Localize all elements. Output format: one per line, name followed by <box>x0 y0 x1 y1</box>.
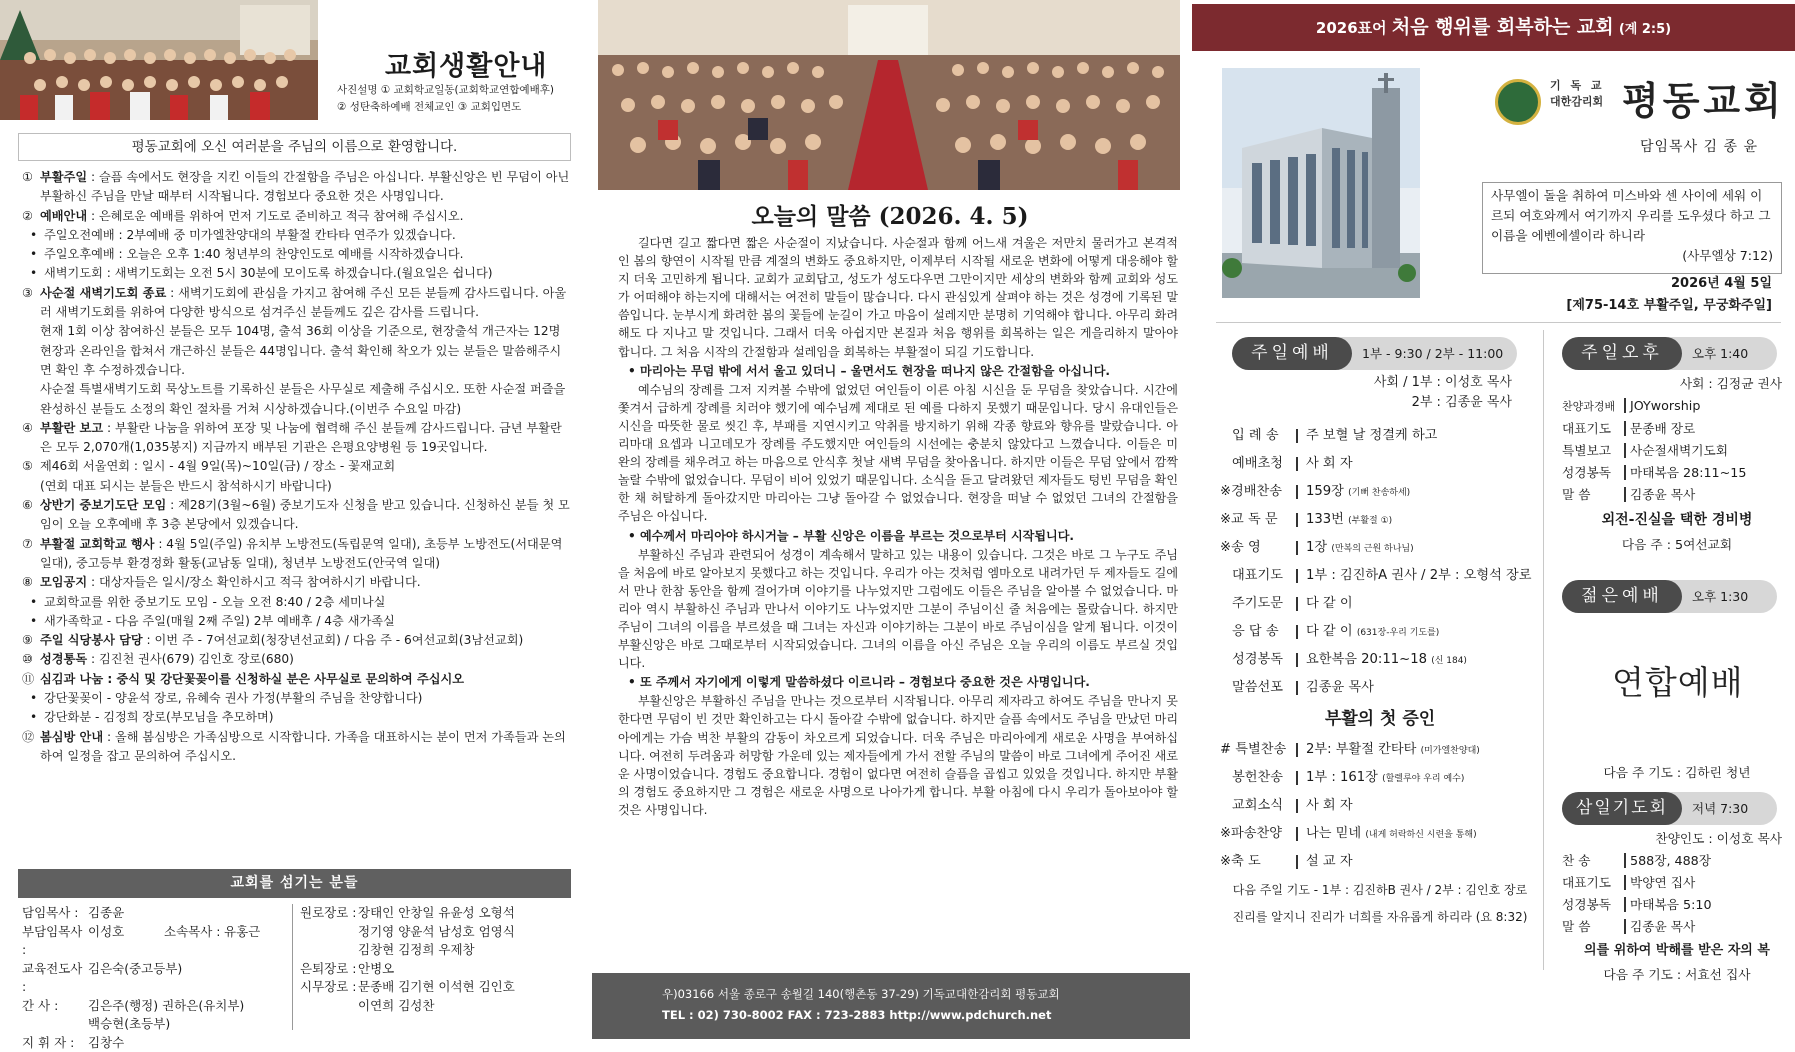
order-item: 말 씀 김종윤 목사 <box>1562 484 1792 506</box>
order-item: ※교 독 문 133번 (부활절 ①) <box>1220 506 1540 534</box>
worship-order <box>1220 422 1540 930</box>
order-item: 응 답 송 다 같 이 (631장-우리 기도를) <box>1220 618 1540 646</box>
photo-caption <box>337 82 587 116</box>
staff-row: 시무장로 : 문종배 김기현 이석현 김인호 <box>300 978 580 997</box>
notice-item: ⑪ 심김과 나눔 : 중식 및 강단꽃꽂이를 신청하실 분은 사무실로 문의하여 주십시오 <box>22 670 572 689</box>
notice-item: ③ 사순절 새벽기도회 종료 : 새벽기도회에 관심을 가지고 참여해 주신 모든 분들께 감사드립니다. 아울러 새벽기도회를 위하여 다양한 방식으로 섬겨주신 분들께도 깊은 감사를 드립니다. <box>22 284 572 323</box>
main-worship-header: 주일예배 1부 - 9:30 / 2부 - 11:00 <box>1232 337 1517 370</box>
divider <box>1543 330 1544 970</box>
church-name: 평동교회 <box>1622 70 1785 125</box>
staff-row: 간 사 : 김은주(행정) 권하은(유치부) <box>22 997 292 1016</box>
notice-paragraph: 현재 1회 이상 참여하신 분들은 모두 104명, 출석 36회 이상을 기준으로, 현장출석 개근자는 12명 현장과 온라인을 합쳐서 개근하신 분들은 44명입니다. 출석 확인해 착오가 있는 분들은 말씀해주시면 확인 후 수정하겠습니다. <box>22 322 572 380</box>
footer-contact <box>592 973 1190 1039</box>
order-item: 말씀선포 김종윤 목사 <box>1220 674 1540 702</box>
footer-address: 우)03166 서울 종로구 송월길 140(행촌동 37-29) 기독교대한감리회 평동교회 <box>592 984 1190 1005</box>
footer-phone: TEL : 02) 730-8002 FAX : 723-2883 http://www.pdchurch.net <box>592 1005 1190 1026</box>
order-item: 대표기도 박양연 집사 <box>1562 872 1792 894</box>
verse-text: 사무엘이 돌을 취하여 미스바와 센 사이에 세워 이르되 여호와께서 여기까지 우리를 도우셨다 하고 그 이름을 에벤에셀이라 하니라 <box>1491 186 1773 246</box>
afternoon-worship-order: 사회 : 김정균 권사 찬양과경배 JOYworship 대표기도 문종배 장로 특별보고 사순절새벽기도회 성경봉독 마태복음 28:11~15 말 씀 김종윤 목사 외전-진실을 택한 경비병 다음 주 : 5여선교회 <box>1562 373 1792 556</box>
staff-row: 은퇴장로 : 안병오 <box>300 960 580 979</box>
order-item: 성경봉독 마태복음 28:11~15 <box>1562 462 1792 484</box>
order-item: 찬 송 588장, 488장 <box>1562 850 1792 872</box>
bulletin-date: 2026년 4월 5일 [제75-14호 부활주일, 무궁화주일] <box>1566 273 1772 317</box>
afternoon-next: 다음 주 : 5여선교회 <box>1562 534 1792 556</box>
order-item: ※파송찬양 나는 믿네 (내게 허락하신 시련을 통해) <box>1220 820 1540 848</box>
staff-row: 교육전도사 : 김은숙(중고등부) <box>22 960 292 997</box>
caption-line: 사진설명 ① 교회학교일동(교회학교연합예배후) <box>337 82 587 99</box>
church-building-image <box>1222 68 1420 298</box>
theme-banner: 2026표어 처음 행위를 회복하는 교회 (계 2:5) <box>1192 4 1795 51</box>
pastor-name: 담임목사 김 종 윤 <box>1640 136 1758 156</box>
notice-heading: 예배안내 <box>40 209 87 223</box>
notice-paragraph: 사순절 특별새벽기도회 묵상노트를 기록하신 분들은 사무실로 제출해 주십시오. 또한 사순절 퍼즐을 완성하신 분들도 소정의 확인 절차를 거쳐 시상하겠습니다.(이번주 수요일 마감) <box>22 380 572 419</box>
order-item: # 특별찬송 2부: 부활절 칸타타 (미가엘찬양대) <box>1220 736 1540 764</box>
notice-sub-item: • 새가족학교 - 다음 주일(매월 2째 주일) 2부 예배후 / 4층 새가족실 <box>22 612 572 631</box>
sermon-point: • 또 주께서 자기에게 이렇게 말씀하셨다 이르니라 – 경험보다 중요한 것은 사명입니다. <box>618 673 1178 691</box>
photo-congregation <box>598 0 1180 190</box>
notice-number: ① <box>22 168 40 207</box>
order-item: 입 례 송 주 보혈 날 정결케 하고 <box>1220 422 1540 450</box>
center-panel <box>590 0 1190 1039</box>
staff-row: 백승현(초등부) <box>22 1015 292 1034</box>
notice-item <box>22 207 572 226</box>
sermon-point: • 예수께서 마리아야 하시거늘 – 부활 신앙은 이름을 부르는 것으로부터 시작됩니다. <box>618 527 1178 545</box>
notice-text: : 슬픔 속에서도 현장을 지킨 이들의 간절함을 주님은 아십니다. 부활신앙은 빈 무덤이 아닌 부활하신 주님을 만날 때부터 시작됩니다. 경험보다 중요한 것은 사명입니다. <box>40 170 569 203</box>
notice-sub-item: • 강단꽃꽂이 - 양윤석 장로, 유혜숙 권사 가정(부활의 주님을 찬양합니다) <box>22 689 572 708</box>
staff-row: 김창현 김정희 우제창 <box>300 941 580 960</box>
closing-verse: 진리를 알지니 진리가 너희를 자유롭게 하리라 (요 8:32) <box>1220 904 1540 930</box>
next-week-prayer: 다음 주일 기도 - 1부 : 김진하B 권사 / 2부 : 김인호 장로 <box>1220 876 1540 904</box>
order-item: 찬양과경배 JOYworship <box>1562 395 1792 418</box>
divider <box>1216 322 1781 323</box>
notice-heading: 부활주일 <box>40 170 87 184</box>
notice-item: ⑦ 부활절 교회학교 행사 : 4월 5일(주일) 유치부 노방전도(독립문역 일대), 초등부 노방전도(서대문역 일대), 중고등부 환경정화 활동(교남동 일대), 청년부 노방전도(안국역 일대) <box>22 535 572 574</box>
order-item: 특별보고 사순절새벽기도회 <box>1562 440 1792 462</box>
youth-worship-header: 젊은예배 오후 1:30 <box>1562 580 1777 613</box>
sermon-name: 부활의 첫 증인 <box>1220 704 1540 734</box>
church-seal-icon <box>1495 79 1541 125</box>
order-item: ※축 도 설 교 자 <box>1220 848 1540 876</box>
denomination: 기 독 교 대한감리회 <box>1550 78 1605 110</box>
photo-sunday-school <box>0 0 318 120</box>
order-item: 성경봉독 요한복음 20:11~18 (신 184) <box>1220 646 1540 674</box>
afternoon-worship-header: 주일오후 오후 1:40 <box>1562 337 1777 370</box>
notice-item <box>22 168 572 207</box>
notice-item: ⑥ 상반기 중보기도단 모임 : 제28기(3월~6월) 중보기도자 신청을 받고 있습니다. 신청하신 분들 첫 모임이 오늘 오후예배 후 3층 본당에서 있겠습니다. <box>22 496 572 535</box>
staff-row: 지 휘 자 : 김창수 <box>22 1034 292 1052</box>
sermon-paragraph: 길다면 길고 짧다면 짧은 사순절이 지났습니다. 사순절과 함께 어느새 겨울은 저만치 물러가고 본격적인 봄의 향연이 시작될 만큼 계절의 변화도 중요하지만, 이제부터 시작될 새로운 변화에 어떻게 대응해야 할 지 더욱 고민하게 됩니다. 교회가 교회답고, 성도가 성도다우면 그만이지만 세상의 변화와 함께 교회와 성도가 어떠해야 하는지에 대해서는 여전히 말들이 많습니다. 다시 관심있게 살펴야 하는 것은 성경에 기록된 말씀입니다. 눈부시게 화려한 봄의 꽃들에 눈길이 가고 마음이 설레지만 분명히 기억해야 합니다. 아무리 화려해도 다 지나고 말 것입니다. 그래서 더욱 아쉽지만 본질과 처음 행위를 회복하는 일은 게을리하지 말아야 합니다. 그 처음 시작의 간절함과 설레임을 회복하는 부활절이 되길 기도합니다. <box>618 234 1178 361</box>
union-worship-label: 연합예배 <box>1612 657 1744 704</box>
sermon-text <box>618 234 1178 819</box>
wednesday-prayer-header: 삼일기도회 저녁 7:30 <box>1562 792 1777 825</box>
notice-sub-item: • 교회학교를 위한 중보기도 모임 - 오늘 오전 8:40 / 2층 세미나실 <box>22 593 572 612</box>
sermon-paragraph: 부활하신 주님과 관련되어 성경이 계속해서 말하고 있는 내용이 있습니다. 그것은 바로 그 누구도 주님을 처음에 바로 알아보지 못했다고 하는 것입니다. 우리가 아는 것처럼 엠마오로 내려가던 두 제자들도 길에서 만나 한참 동안을 함께 걸어가며 이야기를 나누었지만 그럼에도 이들은 주님을 알아볼 수 없었습니다. 마리아 역시 부활하신 주님과 만나서 이야기도 나누었지만 그분이 주님이신 줄 처음에는 몰랐습니다. 하지만 주님이 그녀의 이름을 부르셨을 때 그녀는 자신과 이야기하는 그분이 바로 주님이심을 알게 됩니다. 이것이 부활신앙은 바로 그때로부터 시작되었습니다. 그녀의 이름을 아신 주님은 오늘 우리의 이름도 부르실 것입니다. <box>618 546 1178 673</box>
notice-item: ⑤ 제46회 서울연회 : 일시 - 4월 9일(목)~10일(금) / 장소 - 꽃재교회 <box>22 457 572 476</box>
order-item: 교회소식 사 회 자 <box>1220 792 1540 820</box>
notice-number: ② <box>22 207 40 226</box>
notice-sub-item: • 주일오후예배 : 오늘은 오후 1:40 청년부의 찬양인도로 예배를 시작하겠습니다. <box>22 245 572 264</box>
sermon-paragraph: 부활신앙은 부활하신 주님을 만나는 것으로부터 시작됩니다. 아무리 제자라고 하여도 주님을 만나지 못한다면 무덤이 빈 것만 확인하고는 다시 돌아갈 수밖에 없습니다. 하지만 슬픔 속에서도 주님을 만났던 마리아에게는 가슴 벅찬 부활의 감동이 차오르게 되었습니다. 더욱 주님은 마리아에게 새로운 사명을 부여하십니다. 여전히 두려움과 허망함 가운데 있는 제자들에게 가서 전할 주님의 말씀이 바로 그녀에게 주어진 새로운 사명이었습니다. 경험도 중요합니다. 경험이 없다면 여전히 슬픔을 곱씹고 있었을 것입니다. 하지만 부활의 경험도 중요하지만 그 경험은 새로운 사명으로 나아가게 합니다. 부활 아침에 다시 우리가 돌아보아야 할 것은 사명입니다. <box>618 692 1178 819</box>
staff-row: 부담임목사 : 이성호 소속목사 : 유홍근 <box>22 923 292 960</box>
staff-row: 이연희 김성찬 <box>300 997 580 1016</box>
staff-header: 교회를 섬기는 분들 <box>18 869 571 898</box>
caption-line: ② 성탄축하예배 전체교인 ③ 교회입면도 <box>337 99 587 116</box>
staff-row: 원로장로 : 장태인 안창일 유윤성 오형석 <box>300 904 580 923</box>
notice-sub-item: • 강단화분 - 김정희 장로(부모님을 추모하며) <box>22 708 572 727</box>
notice-item: ④ 부활란 보고 : 부활란 나눔을 위하여 포장 및 나눔에 협력해 주신 분들께 감사드립니다. 금년 부활란은 모두 2,070개(1,035봉지) 지금까지 배부된 기관은 은평요양병원 등 19곳입니다. <box>22 419 572 458</box>
order-item: 성경봉독 마태복음 5:10 <box>1562 894 1792 916</box>
verse-reference: (사무엘상 7:12) <box>1491 246 1773 266</box>
wednesday-next: 다음 주 기도 : 서효선 집사 <box>1562 964 1792 986</box>
order-item: 말 씀 김종윤 목사 <box>1562 916 1792 938</box>
order-item: 봉헌찬송 1부 : 161장 (할렐루야 우리 예수) <box>1220 764 1540 792</box>
notice-list: ① 부활주일 : 슬픔 속에서도 현장을 지킨 이들의 간절함을 주님은 아십니다. 부활신앙은 빈 무덤이 아닌 부활하신 주님을 만날 때부터 시작됩니다. 경험보다 중요한 것은 사명입니다. ② 예배안내 : 은혜로운 예배를 위하여 먼저 기도로 준비하고 적극 참여해 주십시오. • 주일오전예배 : 2부예배 중 미가엘찬양대의 부활절 칸타타 연주가 있겠습니다. • 주일오후예배 : 오늘은 오후 1:40 청년부의 찬양인도로 예배를 시작하겠습니다. • 새벽기도회 : 새벽기도회는 오전 5시 30분에 모이도록 하겠습니다.(월요일은 쉽니다) ③ 사순절 새벽기도회 종료 : 새벽기도회에 관심을 가지고 참여해 주신 모든 분들께 감사드립니다. 아울러 새벽기도회를 위하여 다양한 방식으로 섬겨주신 분들께도 깊은 감사를 드립니다. 현재 1회 이상 참여하신 분들은 모두 104명, 출석 36회 이상을 기준으로, 현장출석 개근자는 12명 현장과 온라인을 합쳐서 개근하신 분들은 44명입니다. 출석 확인해 착오가 있는 분들은 말씀해주시면 확인 후 수정하겠습니다. 사순절 특별새벽기도회 묵상노트를 기록하신 분들은 사무실로 제출해 주십시오. 또한 사순절 퍼즐을 완성하신 분들도 소정의 확인 절차를 거쳐 시상하겠습니다.(이번주 수요일 마감) ④ 부활란 보고 : 부활란 나눔을 위하여 포장 및 나눔에 협력해 주신 분들께 감사드립니다. 금년 부활란은 모두 2,070개(1,035봉지) 지금까지 배부된 기관은 은평요양병원 등 19곳입니다. ⑤ 제46회 서울연회 : 일시 - 4월 9일(목)~10일(금) / 장소 - 꽃재교회 (연회 대표 되시는 분들은 반드시 참석하시기 바랍니다) ⑥ 상반기 중보기도단 모임 : 제28기(3월~6월) 중보기도자 신청을 받고 있습니다. 신청하신 분들 첫 모임이 오늘 오후예배 후 3층 본당에서 있겠습니다. ⑦ 부활절 교회학교 행사 : 4월 5일(주일) 유치부 노방전도(독립문역 일대), 초등부 노방전도(서대문역 일대), 중고등부 환경정화 활동(교남동 일대), 청년부 노방전도(안국역 일대) ⑧ 모임공지 : 대상자들은 일시/장소 확인하시고 적극 참여하시기 바랍니다. • 교회학교를 위한 중보기도 모임 - 오늘 오전 8:40 / 2층 세미나실 • 새가족학교 - 다음 주일(매월 2째 주일) 2부 예배후 / 4층 새가족실 ⑨ 주일 식당봉사 담당 : 이번 주 - 7여선교회(청장년선교회) / 다음 주 - 6여선교회(3남선교회) ⑩ 성경통독 : 김진천 권사(679) 김인호 장로(680) ⑪ 심김과 나눔 : 중식 및 강단꽃꽂이를 신청하실 분은 사무실로 문의하여 주십시오 • 강단꽃꽂이 - 양윤석 장로, 유혜숙 권사 가정(부활의 주님을 찬양합니다) • 강단화분 - 김정희 장로(부모님을 추모하며) ⑫ 봄심방 안내 : 올해 봄심방은 가족심방으로 시작합니다. 가족을 대표하시는 분이 먼저 가족들과 논의하여 일정을 잡고 문의하여 주십시오. <box>22 168 572 766</box>
notice-sub-item: • 새벽기도회 : 새벽기도회는 오전 5시 30분에 모이도록 하겠습니다.(월요일은 쉽니다) <box>22 264 572 283</box>
sermon-paragraph: 예수님의 장례를 그저 지켜볼 수밖에 없었던 여인들이 이른 아침 시신을 둔 무덤을 찾았습니다. 시간에 쫓겨서 급하게 장례를 치러야 했기에 예수님께 제대로 된 예를 다하지 못했기 때문입니다. 당시 유대인들은 시신을 따뜻한 물로 씻긴 후, 부패를 지연시키고 악취를 방지하기 위해 각종 향료와 향유를 발랐습니다. 아리마대 요셉과 니고데모가 장례를 주도했지만 여인들의 시선에는 충분치 않았다고 느꼈습니다. 이들은 미완의 장례를 채우려고 하는 마음으로 안식후 첫날 새벽 무덤을 찾아옵니다. 하지만 이들은 무덤 앞에서 깜짝 놀랄 수밖에 없었습니다. 무덤이 비어 있었기 때문입니다. 소식을 듣고 달려왔던 제자들도 텅빈 무덤을 확인한 채 허탈하게 돌아갔지만 마리아는 그냥 돌아갈 수 없었습니다. 현장을 떠날 수 없었던 그녀의 간절함을 주님은 아십니다. <box>618 381 1178 526</box>
notice-item: ⑨ 주일 식당봉사 담당 : 이번 주 - 7여선교회(청장년선교회) / 다음 주 - 6여선교회(3남선교회) <box>22 631 572 650</box>
wednesday-sermon: 의를 위하여 박해를 받은 자의 복 <box>1562 938 1792 964</box>
order-item: ※송 영 1장 (만복의 근원 하나님) <box>1220 534 1540 562</box>
staff-row: 담임목사 : 김종윤 <box>22 904 292 923</box>
notice-text: : 은혜로운 예배를 위하여 먼저 기도로 준비하고 적극 참여해 주십시오. <box>87 209 463 223</box>
sermon-title: 오늘의 말씀 (2026. 4. 5) <box>590 198 1190 231</box>
notice-item: ⑩ 성경통독 : 김진천 권사(679) 김인호 장로(680) <box>22 650 572 669</box>
issue-number: [제75-14호 부활주일, 무궁화주일] <box>1566 295 1772 317</box>
order-item: ※경배찬송 159장 (기뻐 찬송하세) <box>1220 478 1540 506</box>
notice-sub-item: • 주일오전예배 : 2부예배 중 미가엘찬양대의 부활절 칸타타 연주가 있겠습니다. <box>22 226 572 245</box>
order-item: 예배초청 사 회 자 <box>1220 450 1540 478</box>
afternoon-sermon: 외전-진실을 택한 경비병 <box>1562 506 1792 534</box>
left-panel <box>0 0 590 1039</box>
sermon-point: • 마리아는 무덤 밖에 서서 울고 있더니 – 울면서도 현장을 떠나지 않은 간절함을 아십니다. <box>618 362 1178 380</box>
main-worship-leaders: 사회 / 1부 : 이성호 목사 2부 : 김종윤 목사 <box>1360 373 1512 413</box>
notice-item: ⑫ 봄심방 안내 : 올해 봄심방은 가족심방으로 시작합니다. 가족을 대표하시는 분이 먼저 가족들과 논의하여 일정을 잡고 문의하여 주십시오. <box>22 728 572 767</box>
wednesday-order: 찬양인도 : 이성호 목사 찬 송 588장, 488장 대표기도 박양연 집사 성경봉독 마태복음 5:10 말 씀 김종윤 목사 의를 위하여 박해를 받은 자의 복 다음 주 기도 : 서효선 집사 <box>1562 828 1792 986</box>
order-item: 대표기도 1부 : 김진하A 권사 / 2부 : 오형석 장로 <box>1220 562 1540 590</box>
order-item: 대표기도 문종배 장로 <box>1562 418 1792 440</box>
notice-item: ⑧ 모임공지 : 대상자들은 일시/장소 확인하시고 적극 참여하시기 바랍니다. <box>22 573 572 592</box>
youth-next: 다음 주 기도 : 김하린 청년 <box>1562 762 1792 784</box>
divider <box>292 904 293 1030</box>
staff-row: 정기영 양윤석 남성호 엄영식 <box>300 923 580 942</box>
page-title: 교회생활안내 <box>385 44 548 83</box>
welcome-box: 평동교회에 오신 여러분을 주님의 이름으로 환영합니다. <box>18 133 571 161</box>
order-item: 주기도문 다 같 이 <box>1220 590 1540 618</box>
verse-box <box>1482 182 1782 274</box>
